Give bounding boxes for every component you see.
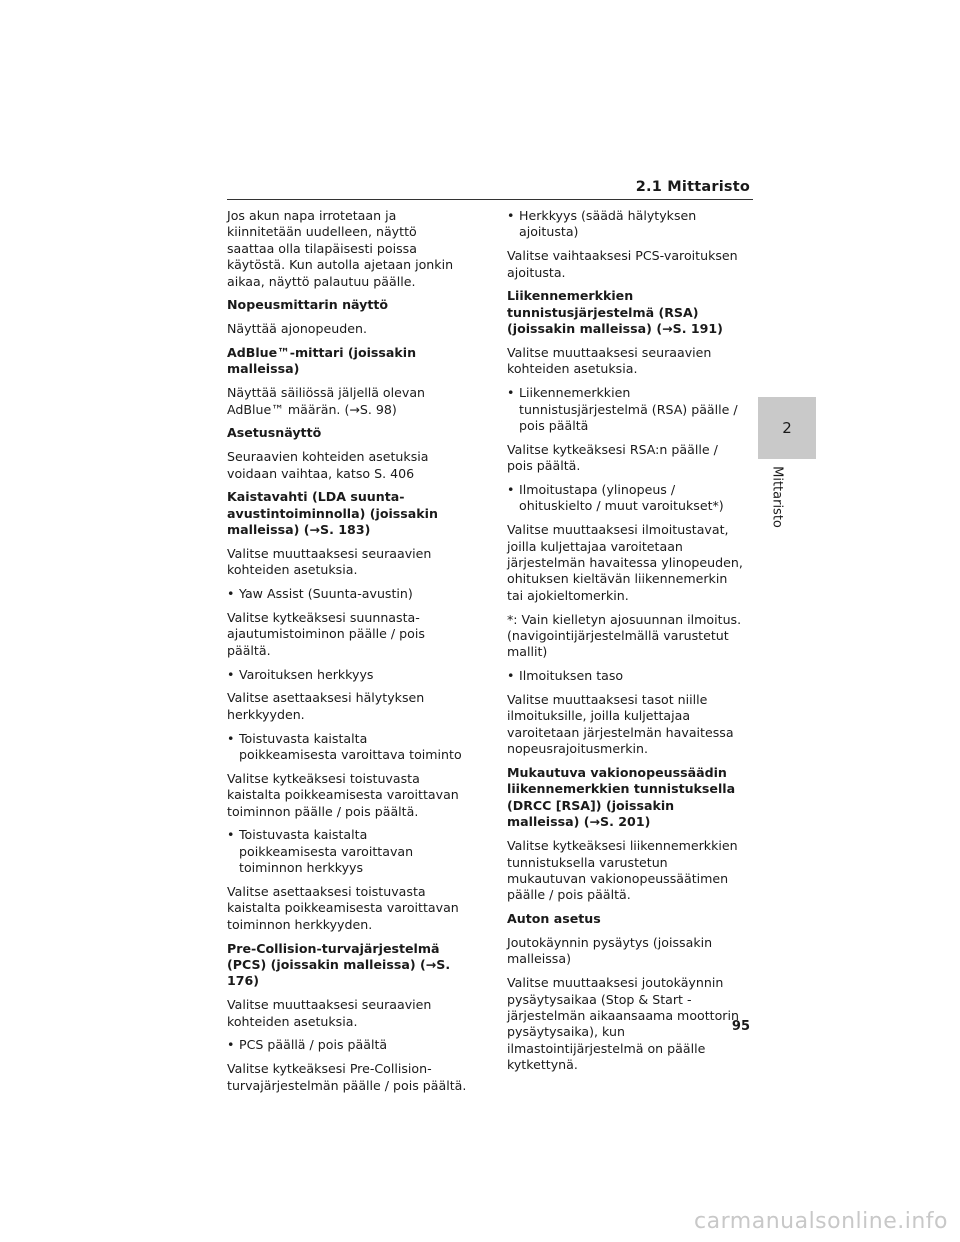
paragraph: Valitse muuttaaksesi joutokäynnin pysäytysaikaa (Stop & Start -järjestelmän aikaansaama moottorin pysäytysaika), kun ilmastointijärjestelmä on päälle kytkettynä. <box>507 975 739 1073</box>
paragraph: Valitse kytkeäksesi toistuvasta kaistalta poikkeamisesta varoittavan toiminnon päälle / pois päältä. <box>227 770 459 819</box>
section-heading: AdBlue™-mittari (joissakin malleissa) <box>227 345 417 377</box>
paragraph: Valitse kytkeäksesi liikennemerkkien tunnistuksella varustetun mukautuvan vakionopeussäätimen päälle / pois päältä. <box>507 838 738 903</box>
paragraph: Valitse kytkeäksesi RSA:n päälle / pois päältä. <box>507 441 718 474</box>
section-title: 2.1 Mittaristo <box>635 179 750 195</box>
paragraph: Valitse kytkeäksesi suunnasta-ajautumistoiminon päälle / pois päältä. <box>227 610 425 658</box>
paragraph: Valitse asettaaksesi hälytyksen herkkyyden. <box>227 690 425 722</box>
chapter-tab[interactable] <box>758 397 816 459</box>
page-number: 95 <box>731 1019 750 1034</box>
paragraph: Jos akun napa irrotetaan ja kiinnitetään uudelleen, näyttö saattaa olla tilapäisesti poissa käytöstä. Kun autolla ajetaan jonkin aikaa, näyttö palautuu päälle. <box>227 208 454 289</box>
chapter-label <box>766 464 788 530</box>
section-heading: Kaistavahti (LDA suunta-avustintoiminnolla) (joissakin malleissa) (→S. 183) <box>227 489 438 538</box>
paragraph: Valitse muuttaaksesi tasot niille ilmoituksille, joilla kuljettajaa varoitetaan järjestelmän havaitessa nopeusrajoitusmerkin. <box>507 692 734 757</box>
bullet-item: • Herkkyys (säädä hälytyksen ajoitusta) <box>507 208 747 241</box>
header-divider <box>227 199 753 200</box>
section-heading: Pre-Collision-turvajärjestelmä (PCS) (joissakin malleissa) (→S. 176) <box>227 940 451 989</box>
watermark: carmanualsonline.info <box>694 1209 948 1234</box>
bullet-item: • Toistuvasta kaistalta poikkeamisesta varoittava toiminto <box>227 731 467 764</box>
paragraph: Seuraavien kohteiden asetuksia voidaan vaihtaa, katso S. 406 <box>227 449 429 481</box>
bullet-item: • Varoituksen herkkyys <box>227 667 467 683</box>
section-heading: Auton asetus <box>507 911 601 927</box>
right-column <box>507 208 747 1081</box>
paragraph: Näyttää säiliössä jäljellä olevan AdBlue™ määrän. (→S. 98) <box>227 385 426 417</box>
chapter-number: 2 <box>782 419 792 437</box>
paragraph: Joutokäynnin pysäytys (joissakin malleissa) <box>507 934 713 967</box>
paragraph: Valitse muuttaaksesi ilmoitustavat, joilla kuljettajaa varoitetaan järjestelmän havaitessa ylinopeuden, ohituksen kieltävän liikennemerkin tai ajokieltomerkin. <box>507 522 743 603</box>
section-heading: Asetusnäyttö <box>227 425 322 441</box>
left-column <box>227 208 467 1101</box>
bullet-item: • Liikennemerkkien tunnistusjärjestelmä (RSA) päälle / pois päältä <box>507 385 747 434</box>
bullet-item: • PCS päällä / pois päältä <box>227 1037 467 1053</box>
chapter-name: Mittaristo <box>769 466 785 528</box>
paragraph: *: Vain kielletyn ajosuunnan ilmoitus. (navigointijärjestelmällä varustetut mallit) <box>507 611 742 660</box>
paragraph: Valitse muuttaaksesi seuraavien kohteiden asetuksia. <box>227 997 432 1029</box>
paragraph: Näyttää ajonopeuden. <box>227 321 367 337</box>
paragraph: Valitse muuttaaksesi seuraavien kohteiden asetuksia. <box>507 345 712 377</box>
paragraph: Valitse vaihtaaksesi PCS-varoituksen ajoitusta. <box>507 248 738 280</box>
bullet-item: • Yaw Assist (Suunta-avustin) <box>227 586 467 602</box>
bullet-item: • Ilmoitustapa (ylinopeus / ohituskielto / muut varoitukset*) <box>507 482 747 515</box>
paragraph: Valitse asettaaksesi toistuvasta kaistalta poikkeamisesta varoittavan toiminnon herkkyyden. <box>227 884 459 932</box>
section-heading: Liikennemerkkien tunnistusjärjestelmä (RSA) (joissakin malleissa) (→S. 191) <box>507 288 723 337</box>
section-heading: Mukautuva vakionopeussäädin liikennemerkkien tunnistuksella (DRCC [RSA]) (joissakin malleissa) (→S. 201) <box>507 765 736 830</box>
section-heading: Nopeusmittarin näyttö <box>227 297 389 313</box>
paragraph: Valitse muuttaaksesi seuraavien kohteiden asetuksia. <box>227 546 432 578</box>
bullet-item: • Toistuvasta kaistalta poikkeamisesta varoittavan toiminnon herkkyys <box>227 827 467 876</box>
bullet-item: • Ilmoituksen taso <box>507 668 747 684</box>
paragraph: Valitse kytkeäksesi Pre-Collision-turvajärjestelmän päälle / pois päältä. <box>227 1061 467 1093</box>
